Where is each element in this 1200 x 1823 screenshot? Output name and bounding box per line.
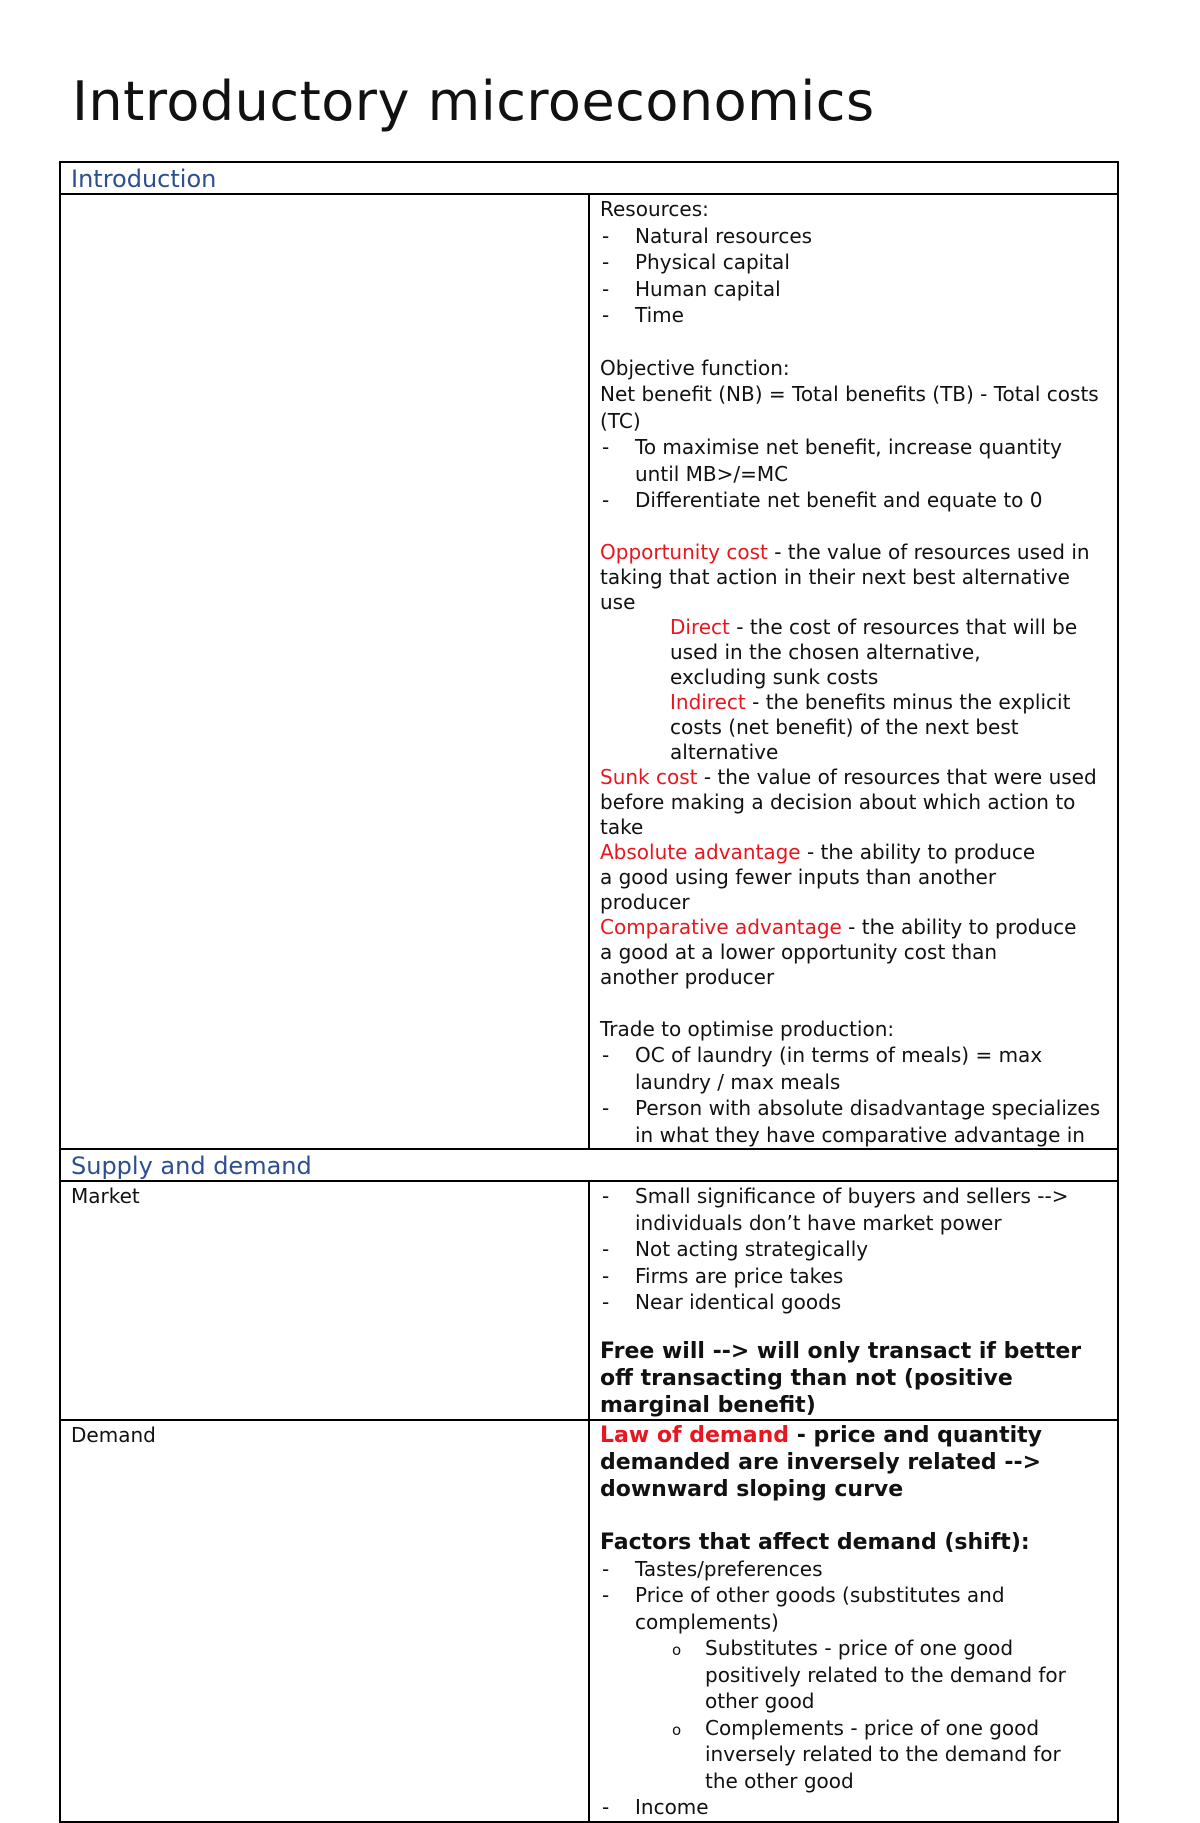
list-item: - Near identical goods xyxy=(600,1289,1111,1316)
list-item: - OC of laundry (in terms of meals) = max laundry / max meals xyxy=(600,1042,1111,1095)
table-row xyxy=(60,1420,1118,1822)
resources-label: Resources: xyxy=(600,197,709,221)
definition-absolute-advantage xyxy=(600,840,1111,915)
term-sunk-cost: Sunk cost xyxy=(600,764,698,789)
list-item: - Firms are price takes xyxy=(600,1263,1111,1290)
list-item: - Time xyxy=(600,302,1111,329)
row-label-empty xyxy=(60,194,589,1149)
definition-comparative-advantage xyxy=(600,915,1111,990)
row-label-market: Market xyxy=(60,1181,589,1420)
trade-label: Trade to optimise production: xyxy=(600,1016,895,1041)
objective-formula: Net benefit (NB) = Total benefits (TB) - Total costs (TC) xyxy=(600,382,1099,433)
list-item: - Tastes/preferences xyxy=(600,1556,1111,1583)
definition-sunk-cost xyxy=(600,765,1111,840)
def-direct: - the cost of resources that will be used in the chosen alternative, excluding sunk costs xyxy=(670,614,1078,689)
sub-list-item: o Substitutes - price of one good positively related to the demand for other good xyxy=(600,1635,1111,1715)
sub-list-item: o Complements - price of one good inversely related to the demand for the other good xyxy=(600,1715,1111,1795)
demand-content xyxy=(589,1420,1118,1822)
term-direct: Direct xyxy=(670,614,730,639)
list-item: - To maximise net benefit, increase quantity until MB>/=MC xyxy=(600,434,1111,487)
table-row xyxy=(60,194,1118,1149)
term-comparative-advantage: Comparative advantage xyxy=(600,914,842,939)
def-comparative-advantage: - the ability to produce a good at a lower opportunity cost than another producer xyxy=(600,914,1077,989)
factors-heading: Factors that affect demand (shift): xyxy=(600,1529,1030,1555)
list-item: - Small significance of buyers and sellers --> individuals don’t have market power xyxy=(600,1183,1111,1236)
section-heading-supply-demand: Supply and demand xyxy=(60,1149,1118,1181)
table-row xyxy=(60,1181,1118,1420)
list-item: - Human capital xyxy=(600,276,1111,303)
law-of-demand xyxy=(600,1422,1111,1503)
definition-opportunity-cost xyxy=(600,540,1111,615)
list-item: - Natural resources xyxy=(600,223,1111,250)
def-sunk-cost: - the value of resources that were used before making a decision about which action to take xyxy=(600,764,1097,839)
page-title: Introductory microeconomics xyxy=(72,70,875,133)
list-item: - Not acting strategically xyxy=(600,1236,1111,1263)
definition-direct xyxy=(600,615,1111,690)
list-item: - Person with absolute disadvantage specializes in what they have comparative advantage in xyxy=(600,1095,1111,1148)
term-law-of-demand: Law of demand xyxy=(600,1422,790,1448)
list-item: - Price of other goods (substitutes and complements) xyxy=(600,1582,1111,1635)
def-opportunity-cost: - the value of resources used in taking that action in their next best alternative use xyxy=(600,539,1090,614)
section-header-row xyxy=(60,1149,1118,1181)
objective-label: Objective function: xyxy=(600,355,790,380)
term-indirect: Indirect xyxy=(670,689,746,714)
definition-indirect xyxy=(600,690,1111,765)
term-absolute-advantage: Absolute advantage xyxy=(600,839,801,864)
free-will-statement: Free will --> will only transact if better off transacting than not (positive marginal benefit) xyxy=(600,1338,1082,1418)
term-opportunity-cost: Opportunity cost xyxy=(600,539,768,564)
list-item: - Differentiate net benefit and equate to 0 xyxy=(600,487,1111,514)
introduction-content xyxy=(589,194,1118,1149)
def-law-of-demand: - price and quantity demanded are inversely related --> downward sloping curve xyxy=(600,1422,1043,1502)
market-content xyxy=(589,1181,1118,1420)
def-indirect: - the benefits minus the explicit costs (net benefit) of the next best alternative xyxy=(670,689,1071,764)
section-heading-introduction: Introduction xyxy=(60,162,1118,194)
def-absolute-advantage: - the ability to produce a good using fewer inputs than another producer xyxy=(600,839,1036,914)
section-header-row xyxy=(60,162,1118,194)
row-label-demand: Demand xyxy=(60,1420,589,1822)
list-item: - Income xyxy=(600,1794,1111,1821)
list-item: - Physical capital xyxy=(600,249,1111,276)
notes-table xyxy=(59,161,1119,1823)
